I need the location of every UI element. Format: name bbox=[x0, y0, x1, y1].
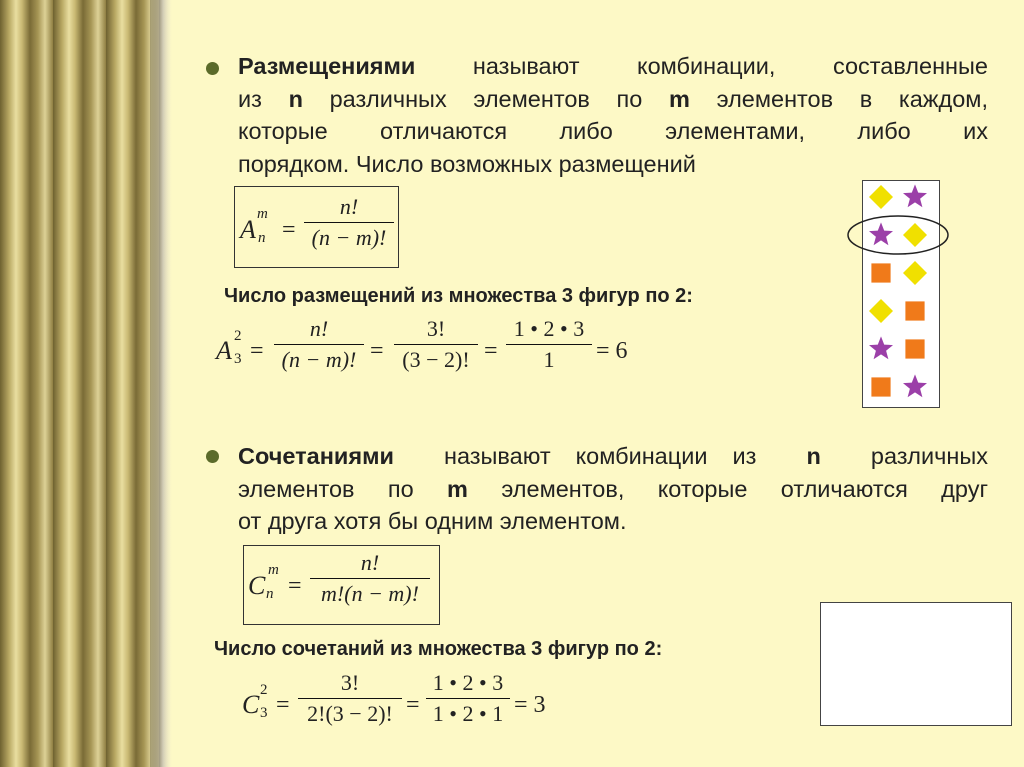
combinations-panel bbox=[820, 602, 1012, 726]
line-2: из n различных элементов по m элементов в каждом, bbox=[238, 85, 988, 112]
line-4: порядком. Число возможных размещений bbox=[238, 150, 696, 177]
definition-combinations bbox=[238, 440, 988, 538]
term-combinations: Сочетаниями bbox=[238, 443, 394, 469]
curtain-decoration bbox=[0, 0, 172, 767]
example-arrangements: A 2 3 = n! (n − m)! = 3! (3 − 2)! = 1 • 2 • 3 1 = 6 bbox=[216, 316, 628, 372]
bullet-1 bbox=[206, 62, 219, 75]
example-heading-arrangements: Число размещений из множества 3 фигур по 2: bbox=[224, 285, 693, 307]
term-arrangements: Размещениями bbox=[238, 53, 416, 79]
line-3: от друга хотя бы одним элементом. bbox=[238, 508, 627, 534]
arrangements-panel bbox=[862, 180, 940, 408]
line-1: Сочетаниями называют комбинации из n различных bbox=[238, 443, 988, 469]
line-2: элементов по m элементов, которые отличаются друг bbox=[238, 475, 989, 502]
definition-arrangements bbox=[238, 50, 988, 180]
line-3: которые отличаются либо элементами, либо их bbox=[238, 118, 988, 144]
line-1: Размещениями называют комбинации, составленные bbox=[238, 53, 988, 79]
example-combinations: C 2 3 = 3! 2!(3 − 2)! = 1 • 2 • 3 1 • 2 • 1 = 3 bbox=[242, 670, 546, 726]
curtain-edge bbox=[150, 0, 172, 767]
example-heading-combinations: Число сочетаний из множества 3 фигур по 2: bbox=[214, 638, 663, 660]
bullet-2 bbox=[206, 450, 219, 463]
